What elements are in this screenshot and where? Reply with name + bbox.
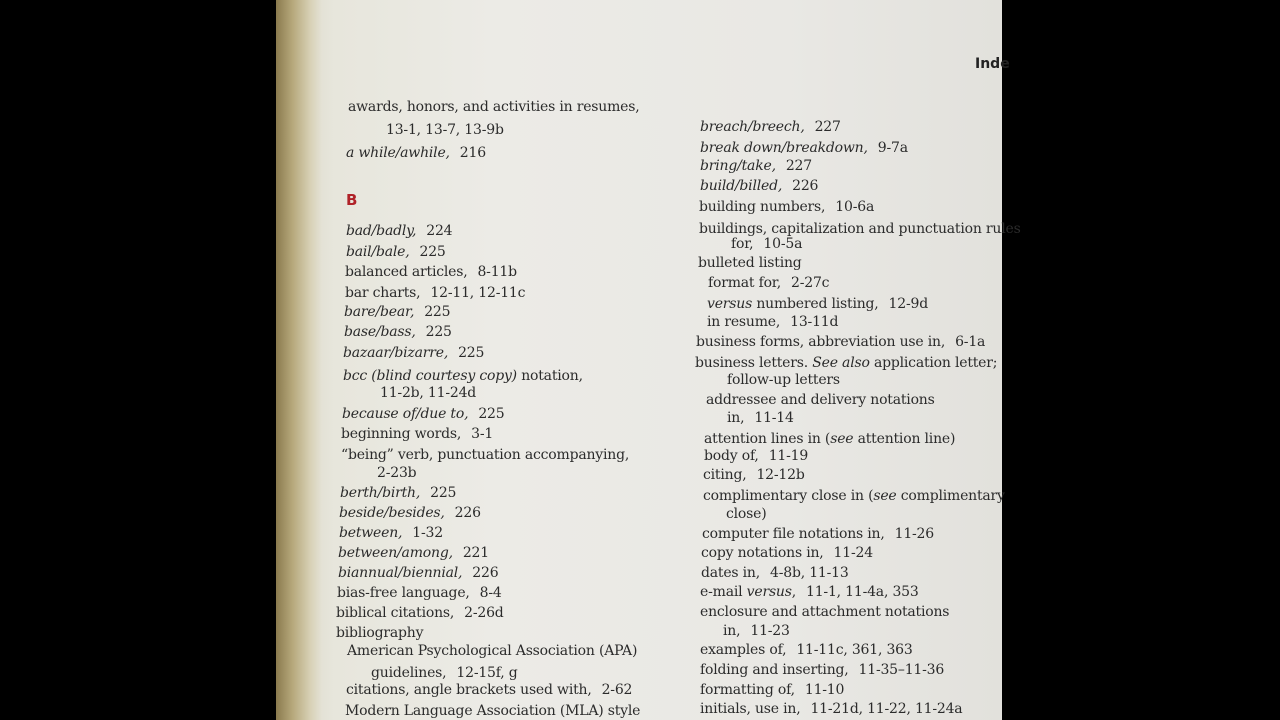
index-entry [700, 662, 944, 678]
index-entry [703, 467, 805, 483]
entry-term: folding and inserting, [700, 662, 849, 678]
index-entry [700, 701, 962, 717]
entry-reference: 4-8b, 11-13 [770, 565, 849, 581]
index-entry [695, 355, 997, 371]
index-entry [344, 324, 452, 340]
entry-reference: 227 [785, 158, 812, 174]
entry-reference: 8-11b [477, 264, 517, 280]
index-entry [348, 99, 639, 115]
entry-reference: 11-26 [894, 526, 934, 542]
entry-reference: 225 [419, 244, 446, 260]
index-entry [702, 526, 934, 542]
entry-term: initials, use in, [700, 701, 801, 717]
entry-term: build/billed, [700, 178, 783, 194]
entry-term: for, [731, 236, 754, 252]
index-entry [337, 585, 502, 601]
index-entry [703, 488, 1005, 504]
entry-term: versus [707, 296, 753, 312]
entry-term: berth/birth, [340, 485, 421, 501]
entry-reference: 226 [792, 178, 819, 194]
entry-term: American Psychological Association (APA) [347, 643, 638, 659]
entry-term: business forms, abbreviation use in, [696, 334, 946, 350]
index-entry [699, 221, 1021, 237]
index-entry [345, 703, 640, 719]
index-entry [700, 604, 949, 620]
entry-reference: 224 [426, 223, 453, 239]
entry-reference: 12-12b [756, 467, 805, 483]
index-entry [700, 140, 908, 156]
entry-term: business letters. [695, 355, 813, 371]
index-entry [336, 605, 504, 621]
index-entry [726, 506, 766, 522]
entry-term: in, [723, 623, 741, 639]
entry-term: 11-2b, 11-24d [380, 385, 477, 401]
entry-continuation: application letter; [869, 355, 998, 371]
entry-term: breach/breech, [700, 119, 805, 135]
index-entry [704, 431, 955, 447]
index-entry [701, 545, 873, 561]
entry-term: format for, [708, 275, 782, 291]
entry-term: bar charts, [345, 285, 421, 301]
index-entry [707, 314, 838, 330]
entry-term: computer file notations in, [702, 526, 885, 542]
entry-term: biblical citations, [336, 605, 455, 621]
index-entry [698, 255, 802, 271]
index-entry [386, 122, 504, 138]
index-entry [346, 682, 632, 698]
entry-term: formatting of, [700, 682, 795, 698]
index-entry [343, 368, 583, 384]
entry-term: bad/badly, [346, 223, 417, 239]
entry-term: bulleted listing [698, 255, 802, 271]
index-entry [727, 372, 840, 388]
entry-reference: 2-27c [791, 275, 830, 291]
entry-reference: 11-35–11-36 [858, 662, 945, 678]
entry-reference: 225 [458, 345, 485, 361]
entry-continuation: attention line) [853, 431, 956, 447]
entry-reference: 2-62 [601, 682, 633, 698]
entry-reference: 11-24 [833, 545, 873, 561]
entry-term: addressee and delivery notations [706, 392, 935, 408]
index-entry [723, 623, 790, 639]
entry-reference: 226 [454, 505, 481, 521]
entry-term: follow-up letters [727, 372, 840, 388]
index-entry [699, 199, 874, 215]
index-entry [336, 625, 423, 641]
index-entry [346, 145, 486, 161]
entry-reference: 225 [425, 324, 452, 340]
index-entry [700, 584, 919, 600]
entry-term: attention lines in ( [704, 431, 831, 447]
cross-reference-label: see [830, 431, 854, 447]
entry-term: e-mail [700, 584, 747, 600]
section-letter [346, 191, 357, 209]
entry-reference: 13-11d [790, 314, 839, 330]
running-header: Inde [975, 56, 1010, 72]
entry-term: complimentary close in ( [703, 488, 874, 504]
entry-continuation: complimentary [896, 488, 1005, 504]
entry-term: 13-1, 13-7, 13-9b [386, 122, 504, 138]
entry-term: building numbers, [699, 199, 826, 215]
entry-reference: 225 [424, 304, 451, 320]
index-entry [701, 565, 849, 581]
index-entry [343, 345, 484, 361]
entry-term: balanced articles, [345, 264, 468, 280]
entry-reference: 12-9d [888, 296, 928, 312]
entry-term: between/among, [338, 545, 453, 561]
entry-reference: 11-23 [750, 623, 790, 639]
entry-reference: 11-21d, 11-22, 11-24a [810, 701, 963, 717]
entry-continuation: notation, [516, 368, 583, 384]
entry-term: bibliography [336, 625, 424, 641]
entry-term: body of, [704, 448, 759, 464]
entry-term: B [346, 191, 358, 209]
entry-term: beginning words, [341, 426, 462, 442]
entry-term: base/bass, [344, 324, 416, 340]
index-entry [341, 426, 493, 442]
index-entry [706, 392, 935, 408]
entry-term: in resume, [707, 314, 781, 330]
entry-reference: 3-1 [471, 426, 494, 442]
index-entry [345, 285, 525, 301]
index-entry [340, 485, 456, 501]
page-gutter [276, 0, 322, 720]
index-entry [341, 447, 629, 463]
entry-term: biannual/biennial, [338, 565, 463, 581]
entry-reference: 12-15f, g [456, 665, 518, 681]
entry-term: copy notations in, [701, 545, 824, 561]
entry-term: 2-23b [377, 465, 417, 481]
index-entry [346, 223, 452, 239]
index-entry [700, 158, 812, 174]
index-entry [380, 385, 476, 401]
entry-term: break down/breakdown, [700, 140, 868, 156]
entry-reference: 225 [478, 406, 505, 422]
cross-reference-label: See also [812, 355, 870, 371]
entry-term: bail/bale, [346, 244, 410, 260]
entry-term: beside/besides, [339, 505, 445, 521]
entry-term: bare/bear, [344, 304, 415, 320]
entry-reference: 11-11c, 361, 363 [796, 642, 913, 658]
index-entry [339, 505, 481, 521]
entry-term: citing, [703, 467, 747, 483]
entry-reference: 221 [462, 545, 489, 561]
entry-reference: 6-1a [955, 334, 986, 350]
entry-term: bring/take, [700, 158, 776, 174]
entry-term: enclosure and attachment notations [700, 604, 950, 620]
entry-term: citations, angle brackets used with, [346, 682, 592, 698]
index-entry [707, 296, 928, 312]
entry-term: buildings, capitalization and punctuation rules [699, 221, 1021, 237]
entry-reference: 10-6a [835, 199, 875, 215]
index-entry [700, 642, 913, 658]
index-entry [704, 448, 808, 464]
entry-term: awards, honors, and activities in resumes, [348, 99, 640, 115]
entry-term: a while/awhile, [346, 145, 450, 161]
entry-term: close) [726, 506, 767, 522]
cross-reference-label: versus [746, 584, 792, 600]
entry-reference: 8-4 [479, 585, 502, 601]
entry-term: dates in, [701, 565, 760, 581]
entry-term: bazaar/bizarre, [343, 345, 449, 361]
index-entry [700, 119, 841, 135]
entry-term: examples of, [700, 642, 787, 658]
entry-term: in, [727, 410, 745, 426]
index-entry [338, 545, 489, 561]
entry-reference: 12-11, 12-11c [430, 285, 526, 301]
index-entry [342, 406, 504, 422]
entry-term: “being” verb, punctuation accompanying, [341, 447, 630, 463]
index-entry [371, 665, 518, 681]
entry-reference: 2-26d [464, 605, 504, 621]
entry-term: bias-free language, [337, 585, 470, 601]
entry-continuation: numbered listing, [752, 296, 879, 312]
index-entry [700, 682, 844, 698]
entry-reference: 11-10 [804, 682, 845, 698]
index-entry [377, 465, 416, 481]
index-entry [345, 264, 517, 280]
entry-term: guidelines, [371, 665, 447, 681]
index-entry [338, 565, 498, 581]
cross-reference-label: see [873, 488, 897, 504]
entry-term: because of/due to, [342, 406, 469, 422]
index-entry [339, 525, 443, 541]
index-entry [708, 275, 829, 291]
index-entry [344, 304, 450, 320]
entry-reference: 11-19 [768, 448, 809, 464]
index-entry [346, 244, 446, 260]
entry-reference: 1-32 [412, 525, 443, 541]
book-page [276, 0, 1021, 720]
index-entry [700, 178, 818, 194]
entry-continuation: , [791, 584, 796, 600]
index-entry [731, 236, 802, 252]
entry-term: Modern Language Association (MLA) style [345, 703, 641, 719]
index-entry [347, 643, 637, 659]
index-entry [696, 334, 985, 350]
entry-term: between, [339, 525, 403, 541]
entry-reference: 225 [430, 485, 457, 501]
entry-reference: 227 [814, 119, 841, 135]
entry-term: bcc (blind courtesy copy) [343, 368, 517, 384]
entry-reference: 9-7a [877, 140, 908, 156]
index-entry [727, 410, 794, 426]
entry-reference: 226 [472, 565, 499, 581]
entry-reference: 11-1, 11-4a, 353 [806, 584, 919, 600]
entry-reference: 216 [459, 145, 486, 161]
entry-reference: 11-14 [754, 410, 794, 426]
entry-reference: 10-5a [763, 236, 803, 252]
